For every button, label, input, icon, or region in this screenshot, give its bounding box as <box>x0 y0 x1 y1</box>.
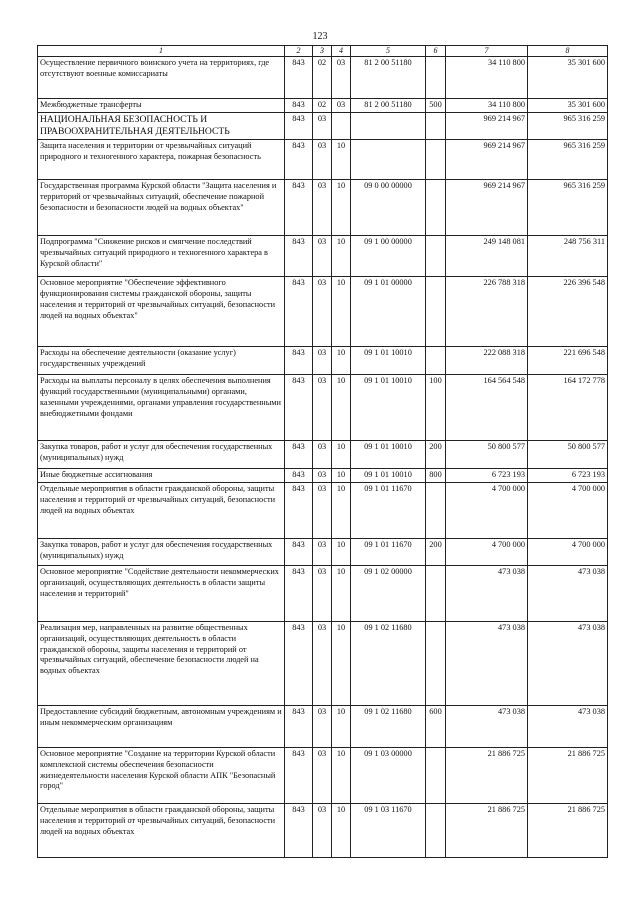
table-row <box>38 566 608 622</box>
section-code: 03 <box>313 566 332 622</box>
expense-type-code: 500 <box>426 99 446 113</box>
amount-year-1: 6 723 193 <box>446 469 528 483</box>
amount-year-1: 21 886 725 <box>446 748 528 804</box>
grbs-code: 843 <box>285 622 313 706</box>
expense-name: Отдельные мероприятия в области гражданской обороны, защиты населения и территорий от чрезвычайных ситуаций, безопасности людей на водных объектах <box>38 483 285 539</box>
amount-year-2: 21 886 725 <box>528 748 608 804</box>
amount-year-2: 473 038 <box>528 622 608 706</box>
amount-year-2: 965 316 259 <box>528 140 608 180</box>
amount-year-1: 164 564 548 <box>446 375 528 441</box>
target-article-code: 09 1 02 11680 <box>351 622 426 706</box>
expense-type-code <box>426 804 446 858</box>
section-code: 03 <box>313 539 332 566</box>
grbs-code: 843 <box>285 347 313 375</box>
column-header: 2 <box>285 46 313 57</box>
section-code: 03 <box>313 483 332 539</box>
amount-year-2: 221 696 548 <box>528 347 608 375</box>
expense-name: Межбюджетные трансферты <box>38 99 285 113</box>
target-article-code: 09 1 03 11670 <box>351 804 426 858</box>
subsection-code: 10 <box>332 469 351 483</box>
grbs-code: 843 <box>285 706 313 748</box>
expense-type-code <box>426 622 446 706</box>
section-code: 03 <box>313 277 332 347</box>
table-row <box>38 236 608 277</box>
expense-name: Предоставление субсидий бюджетным, автономным учреждениям и иным некоммерческим организациям <box>38 706 285 748</box>
grbs-code: 843 <box>285 375 313 441</box>
section-code: 03 <box>313 236 332 277</box>
subsection-code: 10 <box>332 236 351 277</box>
target-article-code: 09 1 01 10010 <box>351 469 426 483</box>
target-article-code: 09 1 01 11670 <box>351 483 426 539</box>
target-article-code: 09 1 02 00000 <box>351 566 426 622</box>
column-header: 4 <box>332 46 351 57</box>
column-header: 7 <box>446 46 528 57</box>
expense-type-code <box>426 748 446 804</box>
expense-type-code <box>426 277 446 347</box>
budget-table <box>37 45 608 858</box>
expense-type-code <box>426 113 446 140</box>
amount-year-1: 473 038 <box>446 706 528 748</box>
amount-year-2: 248 756 311 <box>528 236 608 277</box>
table-row <box>38 441 608 469</box>
column-header: 6 <box>426 46 446 57</box>
amount-year-2: 6 723 193 <box>528 469 608 483</box>
expense-name: Реализация мер, направленных на развитие общественных организаций, осуществляющих деятельность в области гражданской обороны, защиты населения и территорий от чрезвычайных ситуаций, обеспечение безопасности людей на водных объектах <box>38 622 285 706</box>
expense-type-code: 600 <box>426 706 446 748</box>
table-row <box>38 748 608 804</box>
expense-type-code: 100 <box>426 375 446 441</box>
amount-year-2: 35 301 600 <box>528 57 608 99</box>
column-header: 5 <box>351 46 426 57</box>
amount-year-2: 4 700 000 <box>528 483 608 539</box>
target-article-code: 09 1 02 11680 <box>351 706 426 748</box>
expense-type-code <box>426 347 446 375</box>
expense-type-code <box>426 236 446 277</box>
expense-name: Иные бюджетные ассигнования <box>38 469 285 483</box>
subsection-code: 10 <box>332 375 351 441</box>
expense-name: Подпрограмма "Снижение рисков и смягчение последствий чрезвычайных ситуаций природного и техногенного характера в Курской области" <box>38 236 285 277</box>
grbs-code: 843 <box>285 469 313 483</box>
column-header: 3 <box>313 46 332 57</box>
subsection-code: 10 <box>332 180 351 236</box>
grbs-code: 843 <box>285 566 313 622</box>
target-article-code: 81 2 00 51180 <box>351 99 426 113</box>
amount-year-2: 965 316 259 <box>528 113 608 140</box>
table-row <box>38 57 608 99</box>
table-row <box>38 539 608 566</box>
target-article-code: 09 1 01 10010 <box>351 375 426 441</box>
expense-type-code <box>426 566 446 622</box>
grbs-code: 843 <box>285 113 313 140</box>
table-row <box>38 277 608 347</box>
amount-year-1: 34 110 800 <box>446 99 528 113</box>
subsection-code: 10 <box>332 748 351 804</box>
expense-type-code <box>426 140 446 180</box>
amount-year-1: 50 800 577 <box>446 441 528 469</box>
subsection-code: 10 <box>332 347 351 375</box>
target-article-code: 09 1 03 00000 <box>351 748 426 804</box>
expense-type-code: 200 <box>426 539 446 566</box>
subsection-code: 03 <box>332 99 351 113</box>
section-code: 03 <box>313 375 332 441</box>
expense-name: Закупка товаров, работ и услуг для обеспечения государственных (муниципальных) нужд <box>38 539 285 566</box>
amount-year-2: 21 886 725 <box>528 804 608 858</box>
section-code: 02 <box>313 99 332 113</box>
expense-name: Осуществление первичного воинского учета на территориях, где отсутствуют военные комиссариаты <box>38 57 285 99</box>
subsection-code: 10 <box>332 277 351 347</box>
target-article-code: 09 1 01 10010 <box>351 347 426 375</box>
amount-year-1: 34 110 800 <box>446 57 528 99</box>
table-row <box>38 375 608 441</box>
subsection-code: 10 <box>332 566 351 622</box>
table-row <box>38 180 608 236</box>
grbs-code: 843 <box>285 277 313 347</box>
expense-name: Расходы на обеспечение деятельности (оказание услуг) государственных учреждений <box>38 347 285 375</box>
page-number: 123 <box>312 31 328 42</box>
expense-name: Основное мероприятие "Обеспечение эффективного функционирования системы гражданской обороны, защиты населения и территорий от чрезвычайных ситуаций, безопасности людей на водных объектах" <box>38 277 285 347</box>
expense-name: Основное мероприятие "Содействие деятельности некоммерческих организаций, осуществляющих деятельность в области защиты населения и территорий" <box>38 566 285 622</box>
target-article-code <box>351 113 426 140</box>
amount-year-1: 969 214 967 <box>446 180 528 236</box>
table-row <box>38 483 608 539</box>
section-code: 02 <box>313 57 332 99</box>
amount-year-1: 222 088 318 <box>446 347 528 375</box>
amount-year-1: 226 788 318 <box>446 277 528 347</box>
table-row <box>38 113 608 140</box>
subsection-code: 10 <box>332 539 351 566</box>
subsection-code: 10 <box>332 441 351 469</box>
grbs-code: 843 <box>285 441 313 469</box>
grbs-code: 843 <box>285 804 313 858</box>
grbs-code: 843 <box>285 539 313 566</box>
section-code: 03 <box>313 706 332 748</box>
target-article-code: 81 2 00 51180 <box>351 57 426 99</box>
expense-name: НАЦИОНАЛЬНАЯ БЕЗОПАСНОСТЬ И ПРАВООХРАНИТЕЛЬНАЯ ДЕЯТЕЛЬНОСТЬ <box>38 113 285 140</box>
target-article-code: 09 1 01 11670 <box>351 539 426 566</box>
subsection-code: 10 <box>332 804 351 858</box>
amount-year-1: 4 700 000 <box>446 539 528 566</box>
column-header: 1 <box>38 46 285 57</box>
amount-year-2: 226 396 548 <box>528 277 608 347</box>
amount-year-2: 473 038 <box>528 706 608 748</box>
subsection-code <box>332 113 351 140</box>
grbs-code: 843 <box>285 483 313 539</box>
amount-year-1: 473 038 <box>446 566 528 622</box>
grbs-code: 843 <box>285 99 313 113</box>
target-article-code: 09 1 01 10010 <box>351 441 426 469</box>
table-row <box>38 99 608 113</box>
target-article-code: 09 1 01 00000 <box>351 277 426 347</box>
section-code: 03 <box>313 180 332 236</box>
section-code: 03 <box>313 441 332 469</box>
subsection-code: 10 <box>332 140 351 180</box>
amount-year-2: 164 172 778 <box>528 375 608 441</box>
amount-year-2: 35 301 600 <box>528 99 608 113</box>
expense-name: Защита населения и территории от чрезвычайных ситуаций природного и техногенного характера, пожарная безопасность <box>38 140 285 180</box>
subsection-code: 10 <box>332 622 351 706</box>
column-number-row <box>38 46 608 57</box>
target-article-code <box>351 140 426 180</box>
amount-year-2: 4 700 000 <box>528 539 608 566</box>
expense-type-code: 800 <box>426 469 446 483</box>
table-row <box>38 706 608 748</box>
section-code: 03 <box>313 469 332 483</box>
target-article-code: 09 0 00 00000 <box>351 180 426 236</box>
expense-name: Закупка товаров, работ и услуг для обеспечения государственных (муниципальных) нужд <box>38 441 285 469</box>
amount-year-1: 21 886 725 <box>446 804 528 858</box>
subsection-code: 10 <box>332 483 351 539</box>
expense-name: Расходы на выплаты персоналу в целях обеспечения выполнения функций государственными (муниципальными) органами, казенными учреждениями, органами управления государственными внебюджетными фондами <box>38 375 285 441</box>
subsection-code: 03 <box>332 57 351 99</box>
expense-type-code <box>426 483 446 539</box>
table-row <box>38 140 608 180</box>
section-code: 03 <box>313 622 332 706</box>
table-row <box>38 622 608 706</box>
section-code: 03 <box>313 748 332 804</box>
section-code: 03 <box>313 804 332 858</box>
table-row <box>38 804 608 858</box>
amount-year-2: 965 316 259 <box>528 180 608 236</box>
amount-year-1: 473 038 <box>446 622 528 706</box>
grbs-code: 843 <box>285 57 313 99</box>
amount-year-1: 4 700 000 <box>446 483 528 539</box>
amount-year-1: 249 148 081 <box>446 236 528 277</box>
column-header: 8 <box>528 46 608 57</box>
expense-type-code: 200 <box>426 441 446 469</box>
expense-type-code <box>426 180 446 236</box>
expense-name: Государственная программа Курской области "Защита населения и территорий от чрезвычайных ситуаций, обеспечение пожарной безопасности и безопасности людей на водных объектах" <box>38 180 285 236</box>
amount-year-1: 969 214 967 <box>446 113 528 140</box>
amount-year-1: 969 214 967 <box>446 140 528 180</box>
table-row <box>38 469 608 483</box>
expense-name: Основное мероприятие "Создание на территории Курской области комплексной системы обеспечения безопасности жизнедеятельности населения Курской области АПК "Безопасный город" <box>38 748 285 804</box>
table-row <box>38 347 608 375</box>
expense-type-code <box>426 57 446 99</box>
grbs-code: 843 <box>285 748 313 804</box>
grbs-code: 843 <box>285 236 313 277</box>
section-code: 03 <box>313 140 332 180</box>
grbs-code: 843 <box>285 180 313 236</box>
grbs-code: 843 <box>285 140 313 180</box>
amount-year-2: 50 800 577 <box>528 441 608 469</box>
target-article-code: 09 1 00 00000 <box>351 236 426 277</box>
section-code: 03 <box>313 113 332 140</box>
expense-name: Отдельные мероприятия в области гражданской обороны, защиты населения и территорий от чрезвычайных ситуаций, безопасности людей на водных объектах <box>38 804 285 858</box>
amount-year-2: 473 038 <box>528 566 608 622</box>
subsection-code: 10 <box>332 706 351 748</box>
section-code: 03 <box>313 347 332 375</box>
